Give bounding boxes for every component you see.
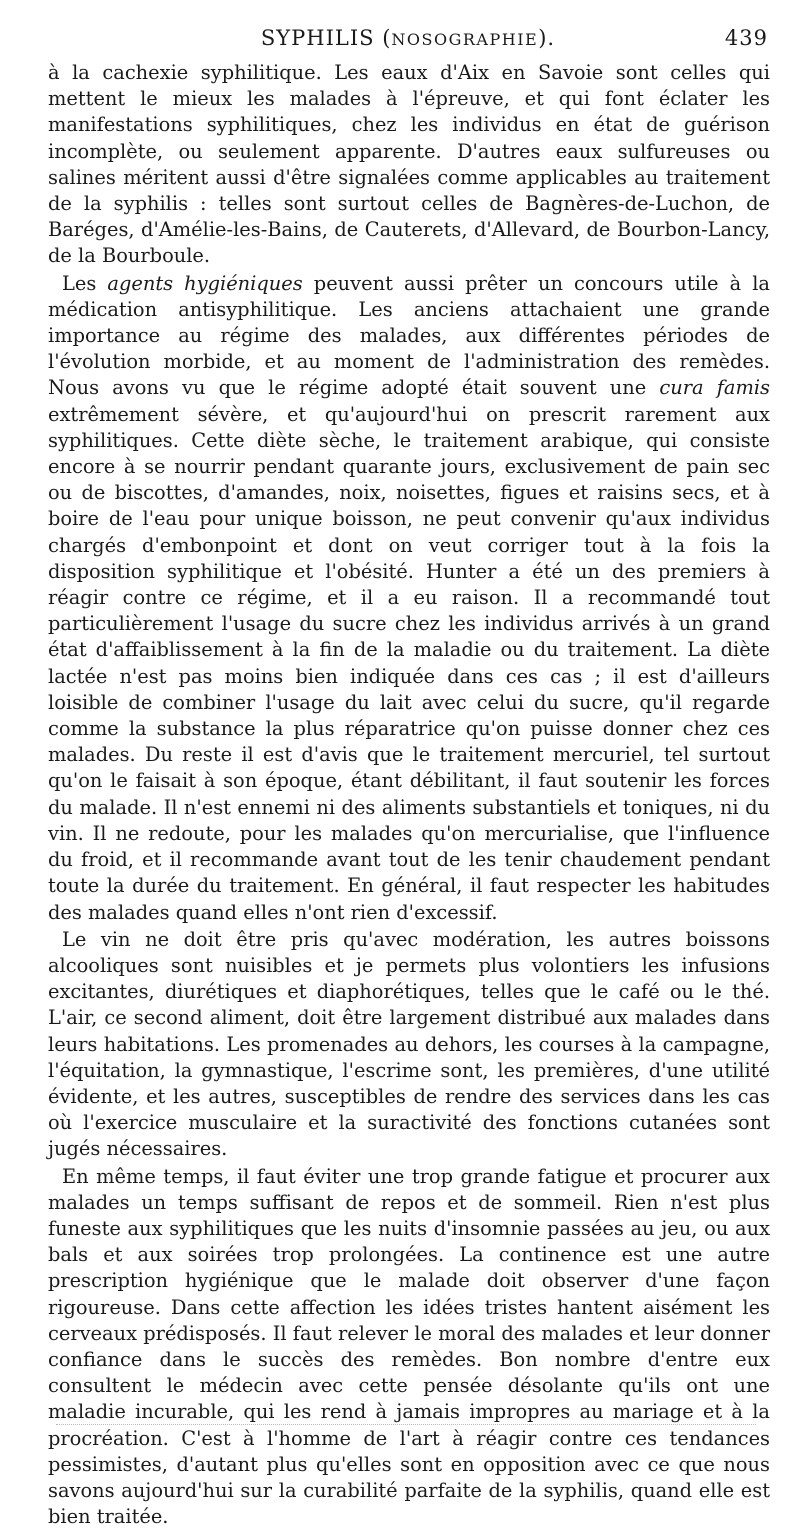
paragraph-2-end: extrêmement sévère, et qu'aujourd'hui on prescrit rarement aux syphilitiques. Cette diète sèche, le traitement arabique, qui consiste encore à se nourrir pendant quarante jours, exclusivement de pain sec ou de biscottes, d'amandes, noix, noisettes, figues et raisins secs, et à boire de l'eau pour unique boisson, ne peut convenir qu'aux individus chargés d'embonpoint et dont on veut corriger tout à la fois la disposition syphilitique et l'obésité. Hunter a été un des premiers à réagir contre ce régime, et il a eu raison. Il a recommandé tout particulièrement l'usage du sucre chez les individus arrivés à un grand état d'affaiblissement à la fin de la maladie ou du traitement. La diète lactée n'est pas moins bien indiquée dans ces cas ; il est d'ailleurs loisible de combiner l'usage du lait avec celui du sucre, qu'il regarde comme la substance la plus réparatrice qu'on puisse donner chez ces malades. Du reste il est d'avis que le traitement mercuriel, tel surtout qu'on le faisait à son époque, étant débilitant, il faut soutenir les forces du malade. Il n'est ennemi ni des aliments substantiels et toniques, ni du vin. Il ne redoute, pour les malades qu'on mercurialise, que l'influence du froid, et il recommande avant tout de les tenir chaudement pendant toute la durée du traitement. En général, il faut respecter les habitudes des malades quand elles n'ont rien d'excessif. [48,402,770,924]
paragraph-2-start: Les [62,271,108,295]
running-title: SYPHILIS (NOSOGRAPHIE). [260,26,556,50]
paragraph-2-emphasis-2: cura famis [659,376,770,400]
running-head [48,26,768,56]
body-text [48,60,770,1530]
paragraph-2 [48,271,770,926]
paragraph-4: En même temps, il faut éviter une trop grande fatigue et procurer aux malades un temps suffisant de repos et de sommeil. Rien n'est plus funeste aux syphilitiques que les nuits d'insomnie passées au jeu, ou aux bals et aux soirées trop prolongées. La continence est une autre prescription hygiénique que le malade doit observer d'une façon rigoureuse. Dans cette affection les idées tristes hantent aisément les cerveaux prédisposés. Il faut relever le moral des malades et leur donner confiance dans le succès des remèdes. Bon nombre d'entre eux consultent le médecin avec cette pensée désolante qu'ils ont une maladie incurable, qui les rend à jamais impropres au mariage et à la procréation. C'est à l'homme de l'art à réagir contre ces tendances pessimistes, d'autant plus qu'elles sont en opposition avec ce que nous savons aujourd'hui sur la curabilité parfaite de la syphilis, quand elle est bien traitée. [48,1164,770,1529]
footer-rule [56,1424,756,1425]
paragraph-2-emphasis-1: agents hygiéniques [107,271,303,295]
running-title-sub: NOSOGRAPHIE [391,30,539,49]
paragraph-3: Le vin ne doit être pris qu'avec modération, les autres boissons alcooliques sont nuisibles et je permets plus volontiers les infusions excitantes, diurétiques et diaphorétiques, telles que le café ou le thé. L'air, ce second aliment, doit être largement distribué aux malades dans leurs habitations. Les promenades au dehors, les courses à la campagne, l'équitation, la gymnastique, l'escrime sont, les premières, d'une utilité évidente, et les autres, susceptibles de rendre des services dans les cas où l'exercice musculaire et la suractivité des fonctions cutanées sont jugés nécessaires. [48,927,770,1161]
running-title-main: SYPHILIS [260,26,375,50]
paragraph-1: à la cachexie syphilitique. Les eaux d'Aix en Savoie sont celles qui mettent le mieux les malades à l'épreuve, et qui font éclater les manifestations syphilitiques, chez les individus en état de guérison incomplète, ou seulement apparente. D'autres eaux sulfureuses ou salines méritent aussi d'être signalées comme applicables au traitement de la syphilis : telles sont surtout celles de Bagnères-de-Luchon, de Baréges, d'Amélie-les-Bains, de Cauterets, d'Allevard, de Bourbon-Lancy, de la Bourboule. [48,61,770,268]
page-number: 439 [724,26,768,50]
paragraph-2-middle: peuvent aussi prêter un concours utile à la médication antisyphilitique. Les anciens attachaient une grande importance au régime des malades, aux différentes périodes de l'évolution morbide, et au moment de l'administration des remèdes. Nous avons vu que le régime adopté était souvent une [48,271,770,400]
